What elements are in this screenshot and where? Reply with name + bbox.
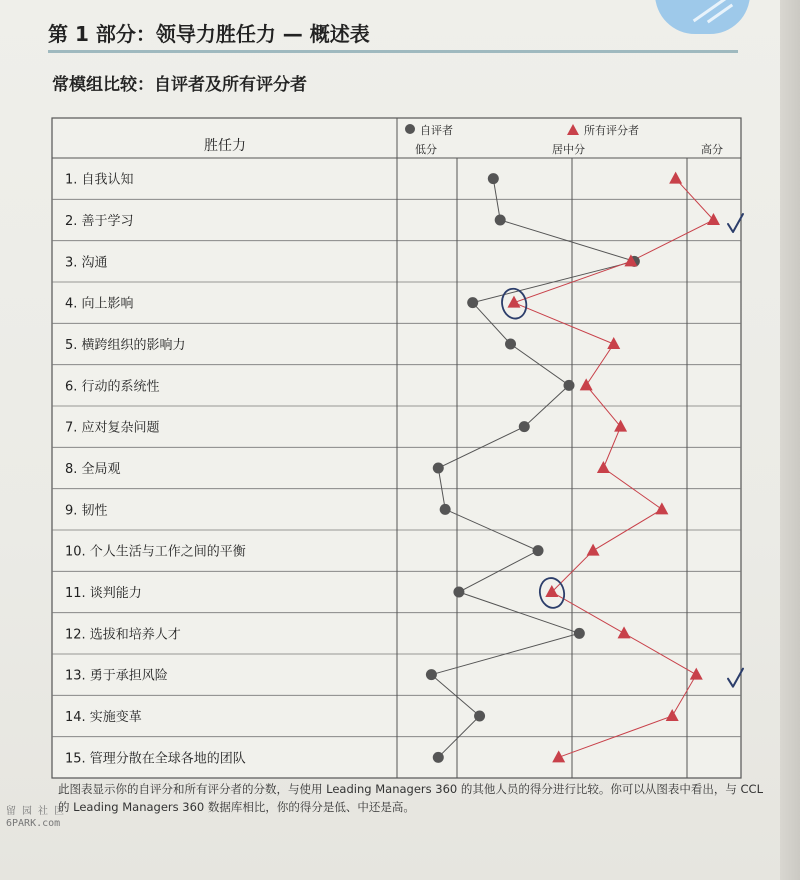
row-label: 9. 韧性 — [65, 503, 108, 519]
row-label: 2. 善于学习 — [65, 214, 134, 229]
scale-mid-label: 居中分 — [552, 143, 585, 156]
self-score-marker — [564, 380, 575, 391]
row-label: 15. 管理分散在全球各地的团队 — [65, 751, 246, 767]
self-score-marker — [433, 752, 444, 763]
row-label: 12. 选拔和培养人才 — [65, 627, 181, 643]
self-score-marker — [505, 339, 516, 350]
row-label: 13. 勇于承担风险 — [65, 668, 168, 684]
watermark — [6, 806, 64, 830]
row-label: 5. 横跨组织的影响力 — [65, 338, 186, 353]
row-label: 8. 全局观 — [65, 462, 121, 477]
row-label: 7. 应对复杂问题 — [65, 420, 160, 436]
self-score-marker — [453, 587, 464, 598]
page-title: 第 1 部分：领导力胜任力 — 概述表 — [48, 22, 370, 46]
self-score-marker — [495, 215, 506, 226]
row-label: 6. 行动的系统性 — [65, 379, 160, 395]
self-score-marker — [519, 421, 530, 432]
column-header-competency: 胜任力 — [204, 138, 246, 154]
self-score-marker — [533, 545, 544, 556]
self-score-marker — [467, 297, 478, 308]
legend-all-label: 所有评分者 — [584, 124, 639, 137]
footnote: 此图表显示你的自评分和所有评分者的分数，与使用 Leading Managers 360 的其他人员的得分进行比较。你可以从图表中看出，与 CCL 的 Leading Managers 360 数据库相比，你的得分是低、中还是高。 — [58, 782, 763, 814]
row-label: 1. 自我认知 — [65, 172, 134, 188]
row-label: 14. 实施变革 — [65, 710, 142, 725]
self-score-marker — [440, 504, 451, 515]
page-subtitle: 常模组比较：自评者及所有评分者 — [52, 75, 307, 95]
self-score-marker — [474, 711, 485, 722]
row-label: 10. 个人生活与工作之间的平衡 — [65, 544, 246, 560]
self-score-marker — [433, 463, 444, 474]
watermark-line2: 6PARK.com — [6, 818, 61, 829]
self-score-marker — [488, 173, 499, 184]
self-score-marker — [574, 628, 585, 639]
row-label: 3. 沟通 — [65, 255, 108, 271]
row-label: 4. 向上影响 — [65, 296, 134, 312]
legend-self-label: 自评者 — [420, 124, 453, 137]
self-score-marker — [426, 669, 437, 680]
scale-low-label: 低分 — [415, 143, 437, 156]
row-label: 11. 谈判能力 — [65, 586, 142, 601]
scale-high-label: 高分 — [701, 143, 723, 156]
legend-self-marker — [405, 124, 415, 134]
watermark-line1: 留 园 社 区 — [6, 806, 65, 817]
